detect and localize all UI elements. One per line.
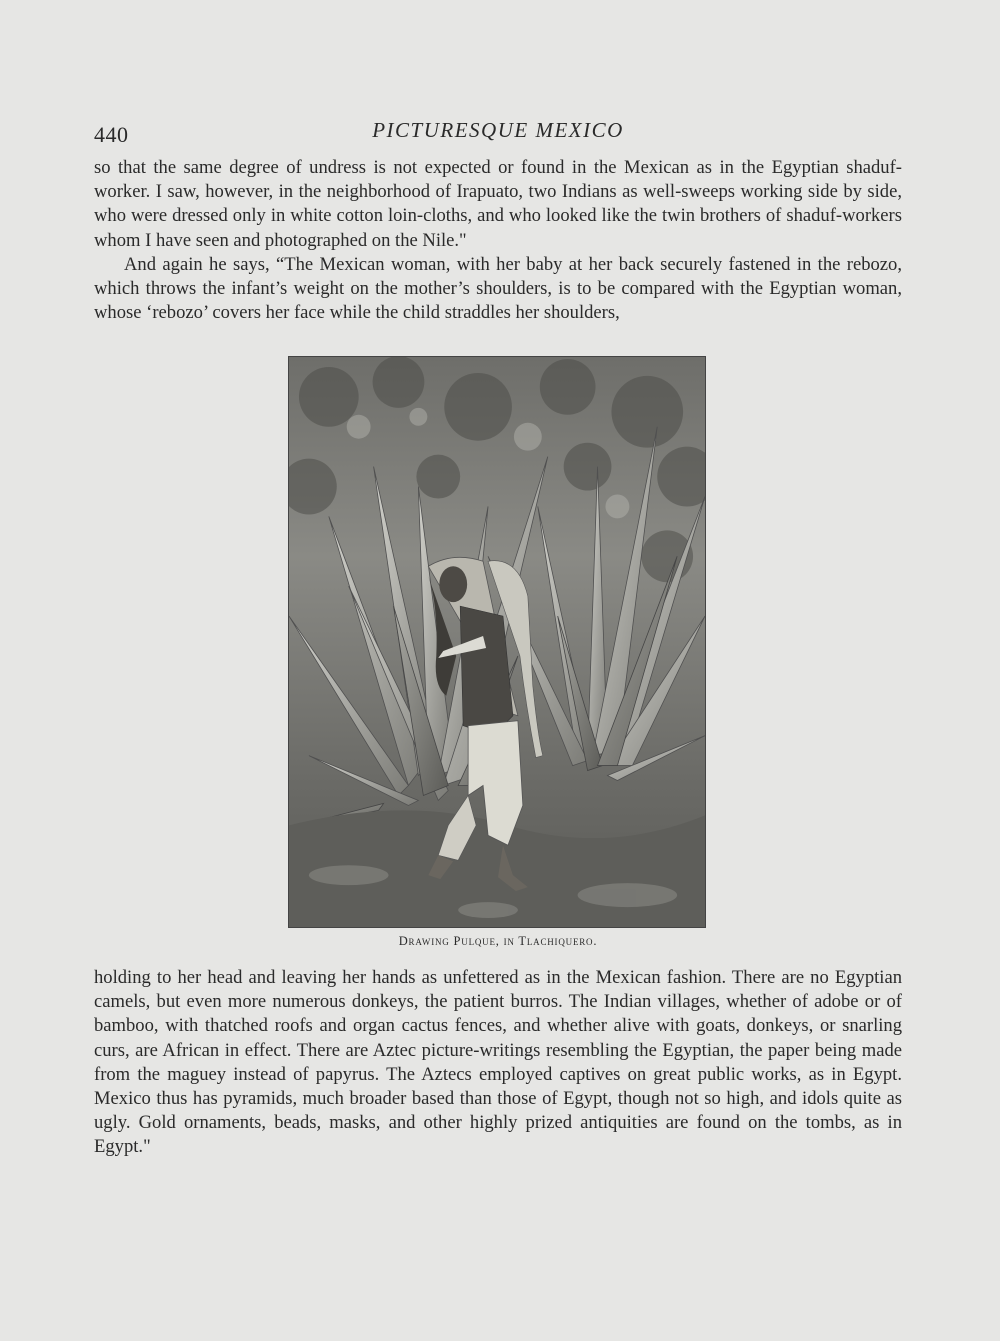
body-text-top: [94, 156, 902, 325]
photograph-illustration: [289, 357, 705, 927]
running-title: PICTURESQUE MEXICO: [372, 118, 624, 142]
photograph-maguey-plant: [288, 356, 706, 928]
page-header: [94, 118, 902, 152]
figure-caption: Drawing Pulque, in Tlachiquero.: [398, 934, 598, 948]
paragraph: And again he says, “The Mexican woman, with her baby at her back securely fastened in the rebozo, which throws the infant’s weight on the mother’s shoulders, is to be compared with the Egyptian woman, whose ‘rebozo’ covers her face while the child straddles her shoulders,: [94, 253, 902, 324]
page-number: 440: [94, 122, 129, 147]
body-text-bottom: [94, 966, 902, 1160]
paragraph: holding to her head and leaving her hands as unfettered as in the Mexican fashion. There are no Egyptian camels, but even more numerous donkeys, the patient burros. The Indian villages, whether of adobe or of bamboo, with thatched roofs and organ cactus fences, and whether alive with goats, donkeys, or snarling curs, are African in effect. There are Aztec picture-writings resembling the Egyptian, the paper being made from the maguey instead of papyrus. The Aztecs employed captives on great public works, as in Egypt. Mexico thus has pyramids, much broader based than those of Egypt, though not so high, and idols quite as ugly. Gold ornaments, beads, masks, and other highly prized antiquities are found on the tombs, as in Egypt.": [94, 967, 902, 1158]
paragraph: so that the same degree of undress is not expected or found in the Mexican as in the Egyptian shaduf-worker. I saw, however, in the neighborhood of Irapuato, two Indians as well-sweeps working side by side, who were dressed only in white cotton loin-cloths, and who looked like the twin brothers of shaduf-workers whom I have seen and photographed on the Nile.": [94, 157, 902, 251]
